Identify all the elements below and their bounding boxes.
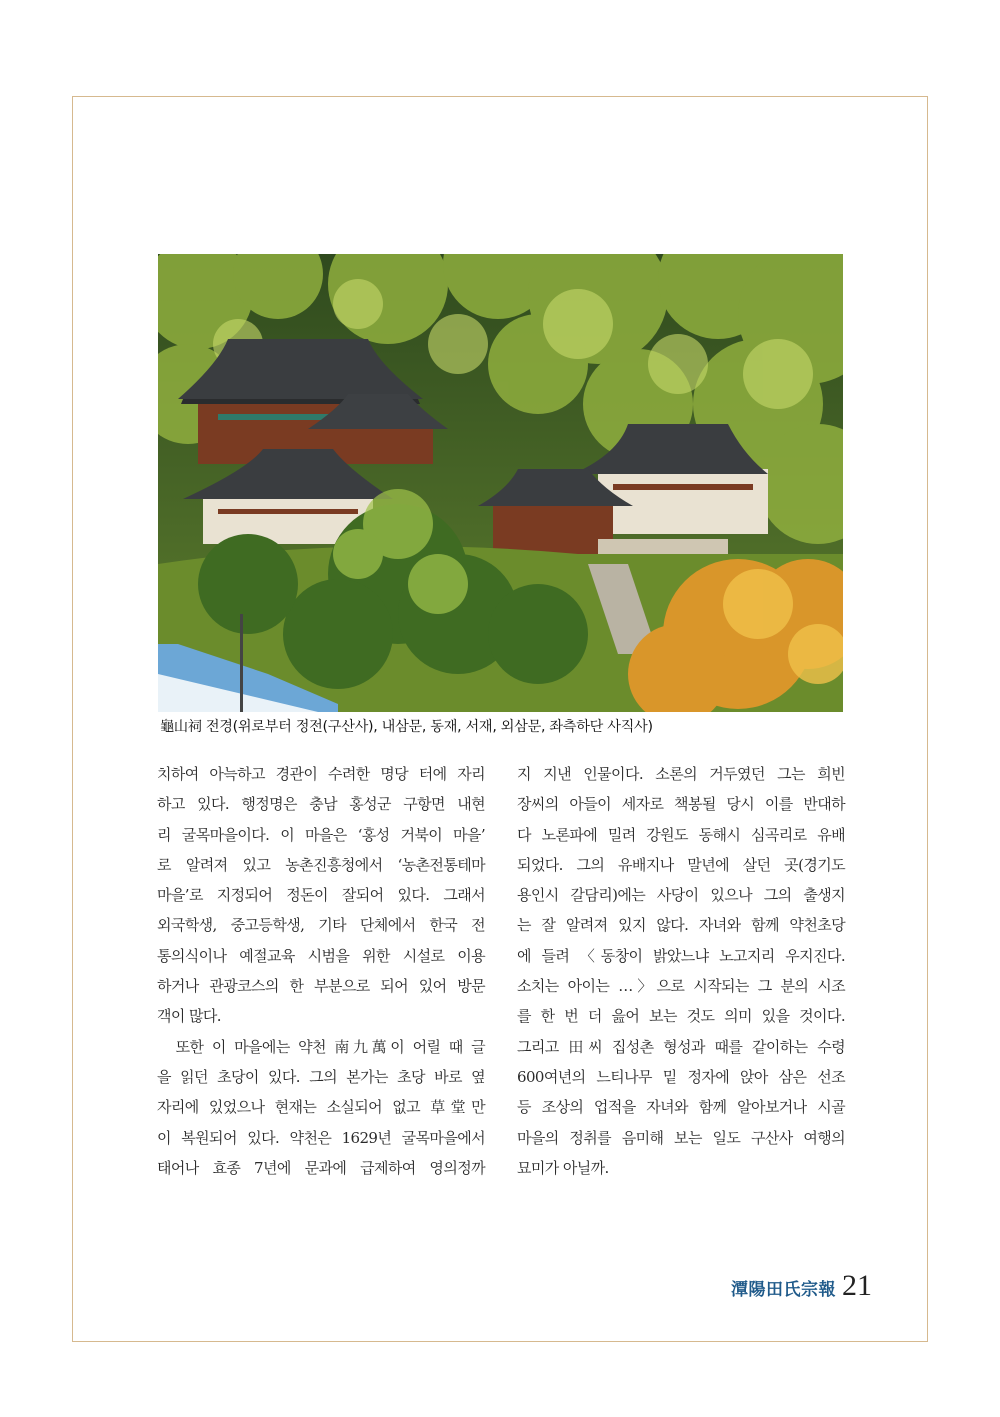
publication-name: 潭陽田氏宗報 <box>731 1280 836 1300</box>
text-line: 리 굴목마을이다. 이 마을은 ‘홍성 거북이 마을’ <box>157 825 485 844</box>
text-line: 객이 많다. <box>157 1007 221 1026</box>
page-number: 21 <box>842 1269 872 1302</box>
text-line: 그리고 田씨 집성촌 형성과 때를 같이하는 수령 <box>517 1037 845 1056</box>
text-line: 로 알려져 있고 농촌진흥청에서 ‘농촌전통테마 <box>157 855 485 874</box>
text-line: 태어나 효종 7년에 문과에 급제하여 영의정까 <box>157 1158 485 1177</box>
text-line: 하거나 관광코스의 한 부분으로 되어 있어 방문 <box>157 977 485 996</box>
text-line: 외국학생, 중고등학생, 기타 단체에서 한국 전 <box>157 916 485 935</box>
text-line: 자리에 있었으나 현재는 소실되어 없고 草堂만 <box>157 1098 485 1117</box>
text-line: 는 잘 알려져 있지 않다. 자녀와 함께 약천초당 <box>517 916 845 935</box>
text-line: 치하여 아늑하고 경관이 수려한 명당 터에 자리 <box>157 765 485 783</box>
text-line: 지 지낸 인물이다. 소론의 거두였던 그는 희빈 <box>517 765 845 783</box>
text-line: 이 복원되어 있다. 약천은 1629년 굴목마을에서 <box>157 1128 485 1147</box>
text-line: 통의식이나 예절교육 시범을 위한 시설로 이용 <box>157 946 485 965</box>
text-line: 600여년의 느티나무 밑 정자에 앉아 삼은 선조 <box>517 1067 845 1086</box>
text-line: 마을’로 지정되어 정돈이 잘되어 있다. 그래서 <box>157 886 485 905</box>
page-footer <box>731 1269 872 1303</box>
text-line: 되었다. 그의 유배지나 말년에 살던 곳(경기도 <box>517 855 845 874</box>
body-text-left-column <box>157 759 485 1183</box>
text-line: 소치는 아이는 …〉으로 시작되는 그 분의 시조 <box>517 977 845 996</box>
text-line: 를 한 번 더 읊어 보는 것도 의미 있을 것이다. <box>517 1007 845 1026</box>
photo-caption: 龜山祠 전경(위로부터 정전(구산사), 내삼문, 동재, 서재, 외삼문, 좌측하단 사직사) <box>160 719 653 735</box>
shrine-photo-illustration <box>158 254 843 712</box>
body-text-right-column <box>517 759 845 1183</box>
text-line: 또한 이 마을에는 약천 南九萬이 어릴 때 글 <box>157 1037 485 1056</box>
text-line: 장씨의 아들이 세자로 책봉될 당시 이를 반대하 <box>517 795 845 814</box>
text-line: 을 읽던 초당이 있다. 그의 본가는 초당 바로 옆 <box>157 1067 485 1086</box>
text-line: 등 조상의 업적을 자녀와 함께 알아보거나 시골 <box>517 1098 845 1117</box>
text-line: 용인시 갈담리)에는 사당이 있으나 그의 출생지 <box>517 886 845 905</box>
text-line: 다 노론파에 밀려 강원도 동해시 심곡리로 유배 <box>517 825 845 844</box>
text-line: 묘미가 아닐까. <box>517 1158 609 1177</box>
text-line: 마을의 정취를 음미해 보는 일도 구산사 여행의 <box>517 1128 845 1147</box>
shrine-photo <box>158 254 843 712</box>
text-line: 에 들려 〈동창이 밝았느냐 노고지리 우지진다. <box>517 946 845 965</box>
text-line: 하고 있다. 행정명은 충남 홍성군 구항면 내현 <box>157 795 485 814</box>
